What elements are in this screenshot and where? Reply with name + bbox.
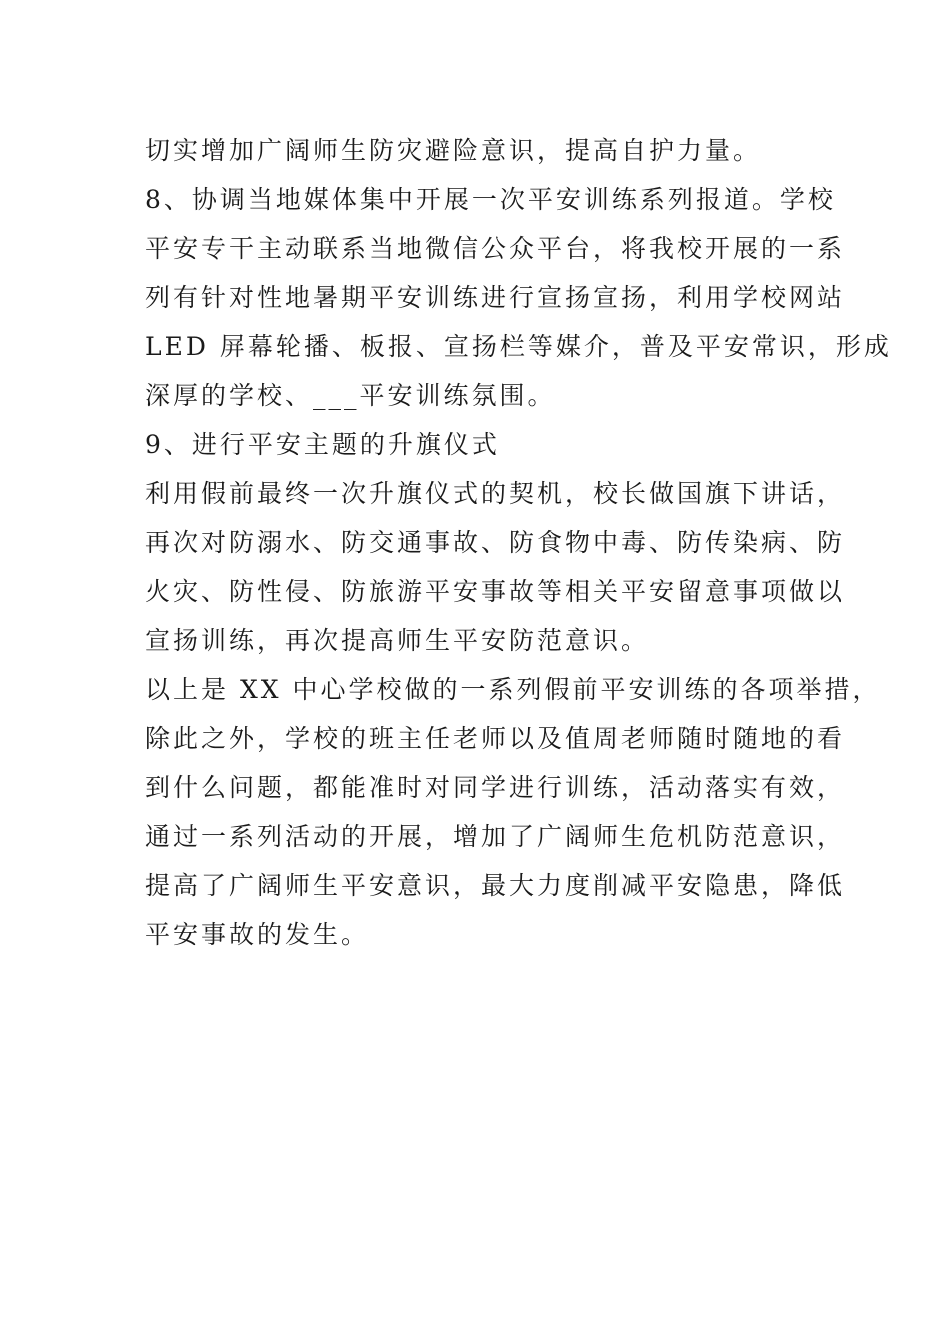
text-line: 平安专干主动联系当地微信公众平台，将我校开展的一系 xyxy=(145,234,846,263)
text-line: LED 屏幕轮播、板报、宣扬栏等媒介，普及平安常识，形成 xyxy=(145,332,892,361)
text-line: 深厚的学校、___平安训练氛围。 xyxy=(145,381,556,410)
text-line: 再次对防溺水、防交通事故、防食物中毒、防传染病、防 xyxy=(145,528,846,557)
text-line: 通过一系列活动的开展，增加了广阔师生危机防范意识， xyxy=(145,822,846,851)
text-line: 平安事故的发生。 xyxy=(145,920,370,949)
body-text xyxy=(145,126,892,959)
text-line: 提高了广阔师生平安意识，最大力度削减平安隐患，降低 xyxy=(145,871,846,900)
text-line: 切实增加广阔师生防灾避险意识，提高自护力量。 xyxy=(145,136,762,165)
text-line: 除此之外，学校的班主任老师以及值周老师随时随地的看 xyxy=(145,724,846,753)
text-line: 利用假前最终一次升旗仪式的契机，校长做国旗下讲话， xyxy=(145,479,846,508)
text-line: 9、进行平安主题的升旗仪式 xyxy=(145,430,500,459)
text-line: 到什么问题，都能准时对同学进行训练，活动落实有效， xyxy=(145,773,846,802)
text-line: 列有针对性地暑期平安训练进行宣扬宣扬，利用学校网站 xyxy=(145,283,846,312)
text-line: 火灾、防性侵、防旅游平安事故等相关平安留意事项做以 xyxy=(145,577,846,606)
text-line: 8、协调当地媒体集中开展一次平安训练系列报道。学校 xyxy=(145,185,836,214)
text-line: 宣扬训练，再次提高师生平安防范意识。 xyxy=(145,626,650,655)
text-line: 以上是 XX 中心学校做的一系列假前平安训练的各项举措， xyxy=(145,675,881,704)
